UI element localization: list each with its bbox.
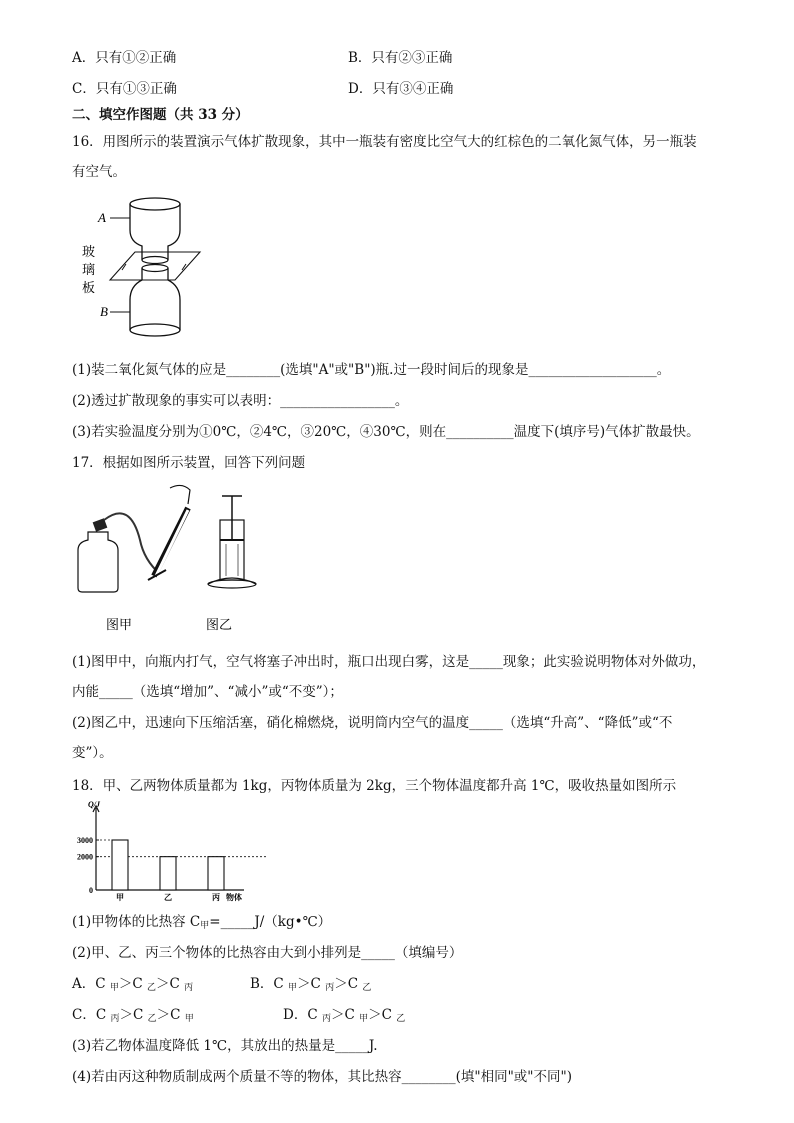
bar-2: [160, 857, 176, 890]
fig-label-glass-3: 板: [82, 281, 96, 296]
fig-label-glass-1: 玻: [82, 245, 96, 260]
x-tick-label: 甲: [116, 892, 124, 902]
pump-experiment-figure: [70, 480, 270, 640]
section-title: 二、填空作图题（共 33 分）: [72, 107, 249, 123]
q17-stem: 17．根据如图所示装置，回答下列问题: [72, 455, 306, 471]
q17-sub1-line2: 内能_____（选填“增加”、“减小”或“不变”）；: [72, 684, 343, 700]
fig-label-a: A: [98, 210, 106, 225]
x-axis-label: 物体: [226, 892, 242, 902]
q17-sub2-line2: 变”）。: [72, 745, 113, 761]
y-axis-label: Q/J: [88, 800, 100, 809]
fig-label-glass-2: 璃: [82, 263, 96, 278]
bar-3: [208, 857, 224, 890]
y-tick-label: 2000: [77, 852, 93, 862]
q18-option-d: D．C $_丙$＞C $_甲$＞C $_乙$: [283, 1007, 406, 1024]
diffusion-apparatus-figure: [80, 190, 220, 350]
q18-stem: 18．甲、乙两物体质量都为 1kg，丙物体质量为 2kg，三个物体温度都升高 1℃，吸收热量如图所示: [72, 778, 677, 794]
q15-option-b: B．只有②③正确: [348, 50, 453, 66]
q17-sub1-line1: (1)图甲中，向瓶内打气，空气将塞子冲出时，瓶口出现白雾，这是_____现象；此实验说明物体对外做功，: [72, 654, 706, 670]
q18-option-c: C．C $_丙$＞C $_乙$＞C $_甲$: [72, 1007, 194, 1024]
y-tick-label: 0: [89, 886, 93, 895]
q16-sub2: (2)透过扩散现象的事实可以表明：_________________。: [72, 393, 409, 409]
q16-stem-line2: 有空气。: [72, 164, 126, 180]
y-tick-label: 3000: [77, 836, 93, 845]
q15-option-d: D．只有③④正确: [348, 81, 454, 97]
q18-option-b: B．C $_甲$＞C $_丙$＞C $_乙$: [250, 976, 372, 993]
q18-option-a: A．C $_甲$＞C $_乙$＞C $_丙$: [72, 976, 194, 993]
q16-sub1: (1)装二氧化氮气体的应是________(选填"A"或"B")瓶.过一段时间后的现象是___________________。: [72, 362, 671, 378]
q17-sub2-line1: (2)图乙中，迅速向下压缩活塞，硝化棉燃烧，说明筒内空气的温度_____（选填“升高”、“降低”或“不: [72, 715, 673, 731]
q18-sub4: (4)若由丙这种物质制成两个质量不等的物体，其比热容________(填"相同"或"不同"): [72, 1069, 572, 1085]
heat-absorbed-chart: [76, 798, 276, 902]
q16-sub3: (3)若实验温度分别为①0℃，②4℃，③20℃，④30℃，则在__________温度下(填序号)气体扩散最快。: [72, 424, 700, 440]
q18-sub1-pre: (1)甲物体的比热容 C: [72, 914, 201, 930]
fig-caption-yi: 图乙: [206, 618, 233, 633]
fig-label-b: B: [100, 304, 108, 319]
q18-sub1-post: =_____J/（kg•℃）: [209, 914, 332, 930]
x-tick-label: 乙: [164, 892, 172, 902]
fig-caption-jia: 图甲: [106, 618, 133, 633]
q16-stem-line1: 16．用图所示的装置演示气体扩散现象，其中一瓶装有密度比空气大的红棕色的二氧化氮气体，另一瓶装: [72, 134, 697, 150]
q18-sub3: (3)若乙物体温度降低 1℃，其放出的热量是_____J.: [72, 1038, 378, 1054]
q18-sub1: [72, 910, 331, 931]
q18-sub1-subscript: 甲: [200, 921, 210, 931]
q15-option-a: A．只有①②正确: [72, 50, 177, 66]
q18-sub2: (2)甲、乙、丙三个物体的比热容由大到小排列是_____（填编号）: [72, 945, 463, 961]
bar-1: [112, 840, 128, 890]
q15-option-c: C．只有①③正确: [72, 81, 177, 97]
x-tick-label: 丙: [212, 892, 220, 902]
